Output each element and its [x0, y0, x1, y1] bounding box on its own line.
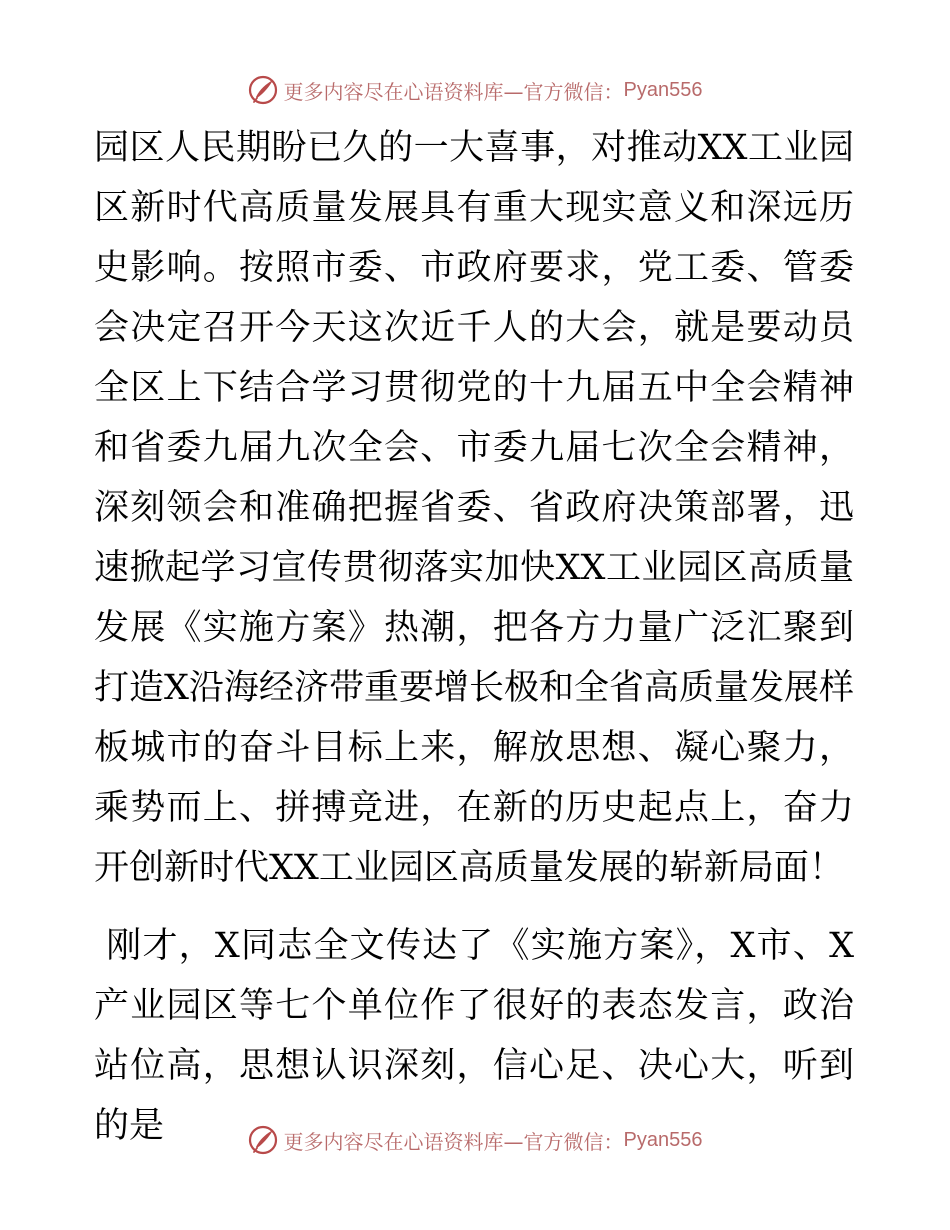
- watermark-text: 更多内容尽在心语资料库—官方微信：: [283, 1129, 624, 1154]
- paragraph-2: 刚才，X同志全文传达了《实施方案》，X市、X产业园区等七个单位作了很好的表态发言，政治站位高，思想认识深刻，信心足、决心大，听到的是: [94, 926, 854, 1146]
- quill-pen-logo-icon: [248, 75, 278, 105]
- watermark-text: 更多内容尽在心语资料库—官方微信：: [283, 79, 624, 104]
- footer-watermark: [0, 1120, 950, 1160]
- quill-pen-logo-icon: [248, 1125, 278, 1155]
- paragraph-1: 园区人民期盼已久的一大喜事，对推动XX工业园区新时代高质量发展具有重大现实意义和深远历史影响。按照市委、市政府要求，党工委、管委会决定召开今天这次近千人的大会，就是要动员全区上下结合学习贯彻党的十九届五中全会精神和省委九届九次全会、市委九届七次全会精神，深刻领会和准确把握省委、省政府决策部署，迅速掀起学习宣传贯彻落实加快XX工业园区高质量发展《实施方案》热潮，把各方力量广泛汇聚到打造X沿海经济带重要增长极和全省高质量发展样板城市的奋斗目标上来，解放思想、凝心聚力，乘势而上、拼搏竞进，在新的历史起点上，奋力开创新时代XX工业园区高质量发展的崭新局面！: [94, 128, 854, 888]
- watermark-handle: Pyan556: [623, 1128, 703, 1151]
- document-body: [94, 118, 854, 1156]
- header-watermark: [0, 70, 950, 110]
- watermark-handle: Pyan556: [623, 78, 703, 101]
